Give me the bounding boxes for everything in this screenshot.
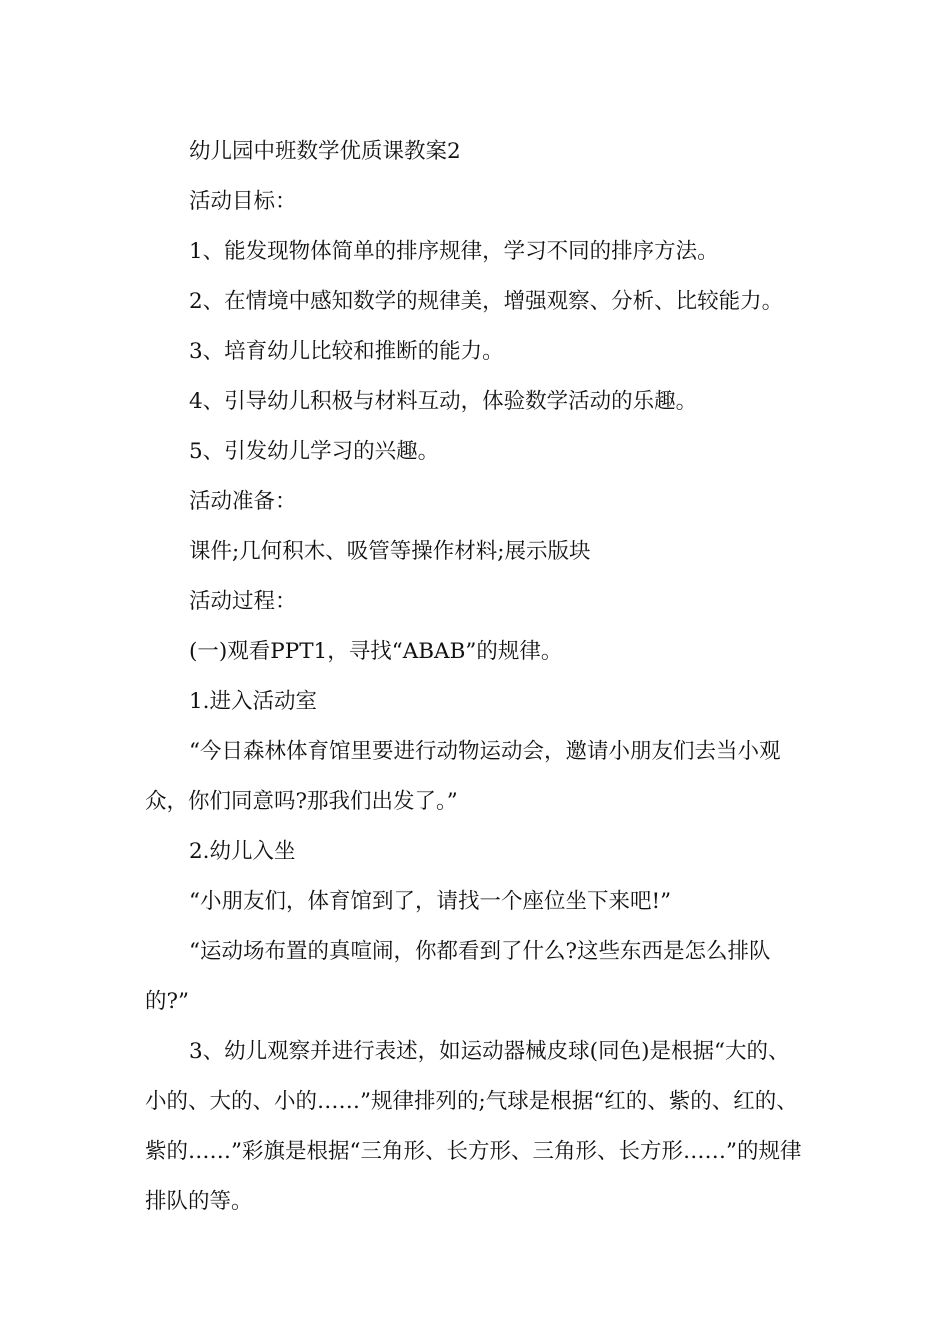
document-title: 幼儿园中班数学优质课教案2 (189, 139, 461, 164)
section-heading-goals: 活动目标： (189, 189, 297, 214)
process-step-heading: (一)观看PPT1，寻找“ABAB”的规律。 (189, 639, 563, 664)
goal-item-4: 4、引导幼儿积极与材料互动，体验数学活动的乐趣。 (189, 389, 698, 414)
teacher-quote-1: “今日森林体育馆里要进行动物运动会，邀请小朋友们去当小观众，你们同意吗?那我们出发了。” (145, 739, 781, 814)
section-heading-preparation: 活动准备： (189, 489, 297, 514)
goal-item-2: 2、在情境中感知数学的规律美，增强观察、分析、比较能力。 (189, 289, 784, 314)
section-heading-process: 活动过程： (189, 589, 297, 614)
preparation-materials: 课件;几何积木、吸管等操作材料;展示版块 (189, 539, 591, 564)
goal-item-3: 3、培育幼儿比较和推断的能力。 (189, 339, 504, 364)
process-substep-1: 1.进入活动室 (189, 689, 318, 714)
process-substep-3: 3、幼儿观察并进行表述，如运动器械皮球(同色)是根据“大的、小的、大的、小的……”规律排列的;气球是根据“红的、紫的、红的、紫的……”彩旗是根据“三角形、长方形、三角形、长方形……”的规律排队的等。 (145, 1039, 802, 1214)
teacher-quote-3: “运动场布置的真喧闹，你都看到了什么?这些东西是怎么排队的?” (145, 939, 771, 1014)
teacher-quote-2: “小朋友们，体育馆到了，请找一个座位坐下来吧!” (189, 889, 672, 914)
process-substep-2: 2.幼儿入坐 (189, 839, 296, 864)
goal-item-5: 5、引发幼儿学习的兴趣。 (189, 439, 440, 464)
goal-item-1: 1、能发现物体简单的排序规律，学习不同的排序方法。 (189, 239, 719, 264)
